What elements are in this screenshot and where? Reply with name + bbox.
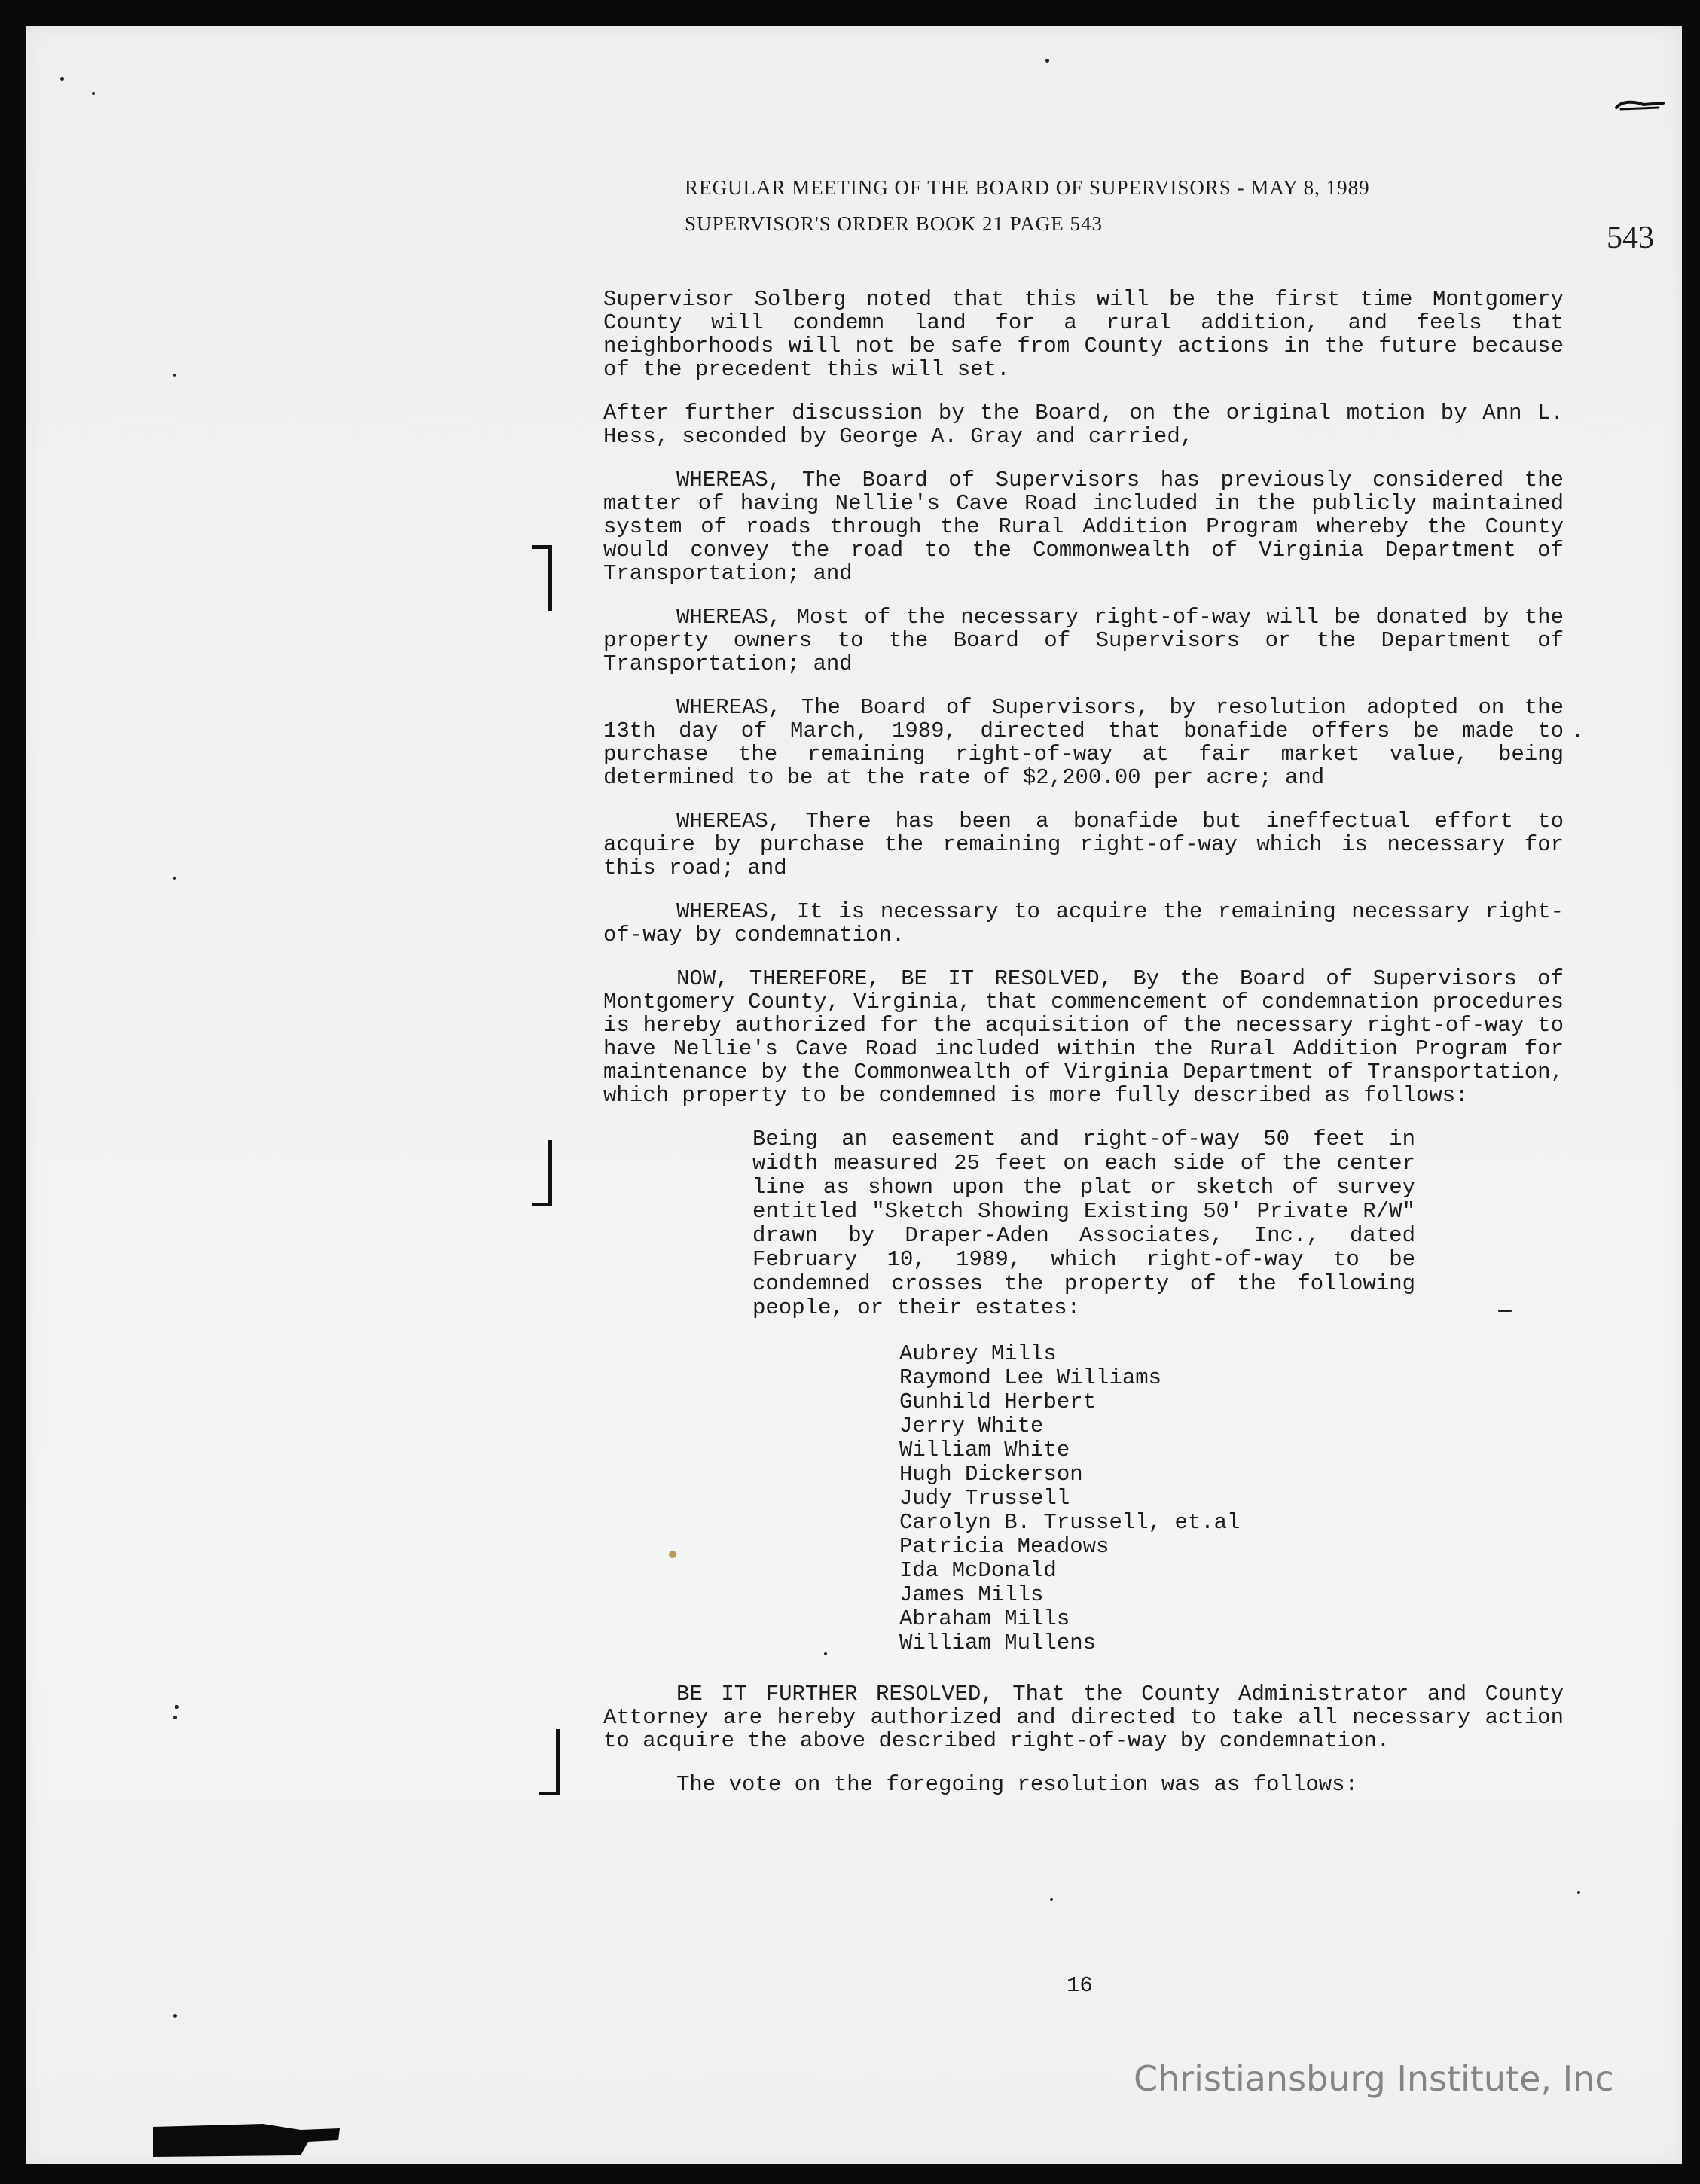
paragraph-vote: The vote on the foregoing resolution was as follows: — [676, 1772, 1358, 1797]
list-item: Carolyn B. Trussell, et.al — [899, 1510, 1241, 1535]
paper-speck — [824, 1652, 827, 1655]
paper-speck — [1577, 1891, 1580, 1894]
document-page — [26, 26, 1682, 2164]
paragraph-whereas-5: WHEREAS, It is necessary to acquire the remaining necessary right-of-way by condemnation. — [603, 899, 1564, 947]
paper-speck — [1045, 59, 1049, 63]
paragraph-solberg-note: Supervisor Solberg noted that this will be the first time Montgomery County will condemn land for a rural addition, and feels that neighborhoods will not be safe from County actions in the future because of the precedent this will set. — [603, 287, 1564, 382]
paper-stain — [669, 1551, 676, 1558]
paper-speck — [1498, 1310, 1512, 1312]
list-item: Raymond Lee Williams — [899, 1365, 1162, 1390]
paragraph-resolved: NOW, THEREFORE, BE IT RESOLVED, By the Board of Supervisors of Montgomery County, Virginia, that commencement of condemnation procedures is hereby authorized for the acquisition of the necessary right-of-way to have Nellie's Cave Road included within the Rural Addition Program for maintenance by the Commonwealth of Virginia Department of Transportation, which property to be condemned is more fully described as follows: — [603, 966, 1564, 1108]
margin-bracket — [532, 545, 552, 611]
easement-description: Being an easement and right-of-way 50 feet in width measured 25 feet on each side of the center line as shown upon the plat or sketch of survey entitled "Sketch Showing Existing 50' Private R/W" drawn by Draper-Aden Associates, Inc., dated February 10, 1989, which right-of-way to be condemned crosses the property of the following people, or their estates: — [752, 1127, 1415, 1320]
paper-speck — [1050, 1898, 1053, 1901]
paper-speck — [60, 77, 64, 81]
list-item: James Mills — [899, 1582, 1044, 1607]
page-stamp-number: 543 — [1607, 221, 1654, 255]
list-item: Patricia Meadows — [899, 1534, 1109, 1559]
list-item: William Mullens — [899, 1630, 1097, 1655]
paper-speck — [173, 877, 176, 880]
paper-speck — [173, 374, 176, 377]
list-item: William White — [899, 1438, 1070, 1463]
list-item: Aubrey Mills — [899, 1341, 1057, 1366]
redaction-mark-icon — [150, 2121, 342, 2158]
list-item: Ida McDonald — [899, 1558, 1057, 1583]
margin-bracket — [532, 1140, 552, 1206]
paragraph-motion: After further discussion by the Board, on the original motion by Ann L. Hess, seconded by George A. Gray and carried, — [603, 401, 1564, 449]
paragraph-whereas-4: WHEREAS, There has been a bonafide but ineffectual effort to acquire by purchase the remaining right-of-way which is necessary for this road; and — [603, 809, 1564, 880]
pen-mark-icon — [1613, 99, 1666, 114]
order-book-reference: SUPERVISOR'S ORDER BOOK 21 PAGE 543 — [685, 212, 1103, 235]
minutes-body — [603, 288, 1564, 1816]
list-item: Abraham Mills — [899, 1606, 1070, 1631]
watermark-text: Christiansburg Institute, Inc — [1134, 2058, 1614, 2099]
paragraph-whereas-2: WHEREAS, Most of the necessary right-of-way will be donated by the property owners to the Board of Supervisors or the Department of Transportation; and — [603, 605, 1564, 676]
list-item: Gunhild Herbert — [899, 1389, 1097, 1414]
paragraph-whereas-1: WHEREAS, The Board of Supervisors has previously considered the matter of having Nellie's Cave Road included in the publicly maintained system of roads through the Rural Addition Program whereby the County would convey the road to the Commonwealth of Virginia Department of Transportation; and — [603, 468, 1564, 586]
paper-speck — [175, 1705, 179, 1709]
meeting-title: REGULAR MEETING OF THE BOARD OF SUPERVISORS - MAY 8, 1989 — [685, 176, 1370, 199]
paper-speck — [92, 92, 95, 95]
paragraph-whereas-3: WHEREAS, The Board of Supervisors, by resolution adopted on the 13th day of March, 1989, directed that bonafide offers be made to purchase the remaining right-of-way at fair market value, being determined to be at the rate of $2,200.00 per acre; and — [603, 695, 1564, 790]
margin-bracket — [539, 1729, 560, 1795]
paper-speck — [173, 2014, 177, 2018]
property-owner-list — [899, 1342, 1564, 1655]
list-item: Hugh Dickerson — [899, 1462, 1083, 1487]
paper-speck — [1576, 734, 1579, 737]
list-item: Jerry White — [899, 1414, 1044, 1438]
paper-speck — [173, 1716, 177, 1719]
list-item: Judy Trussell — [899, 1486, 1070, 1511]
page-number: 16 — [1067, 1973, 1093, 1998]
paragraph-further-resolved: BE IT FURTHER RESOLVED, That the County Administrator and County Attorney are hereby authorized and directed to take all necessary action to acquire the above described right-of-way by condemnation. — [603, 1682, 1564, 1753]
